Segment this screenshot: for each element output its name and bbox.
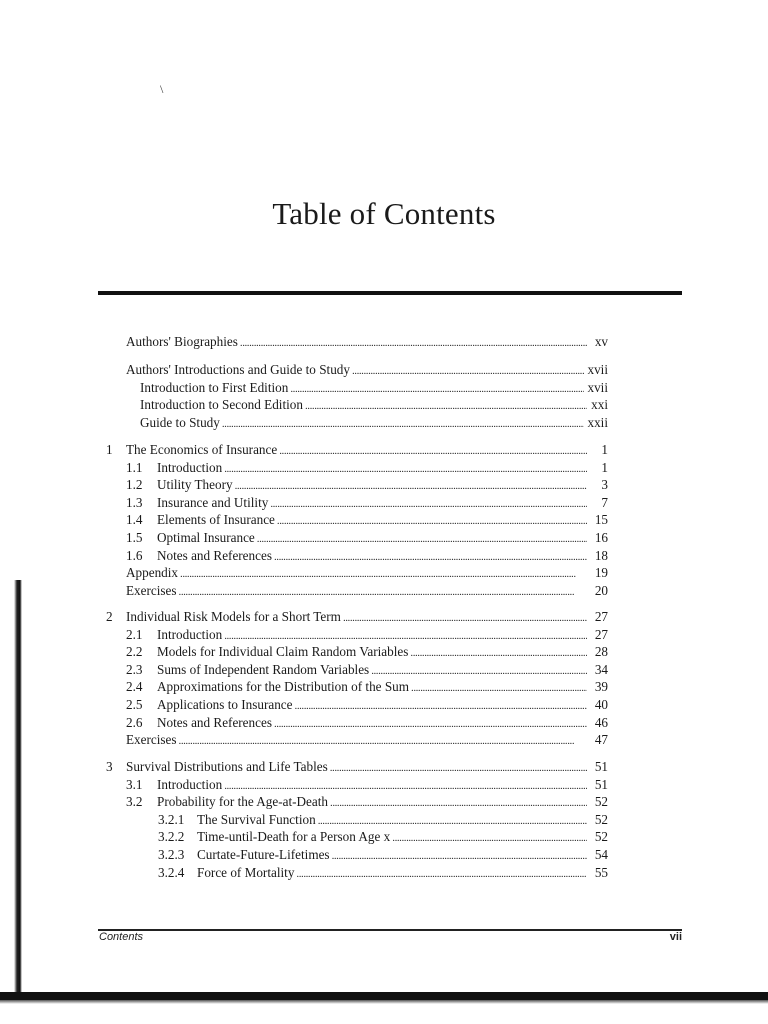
entry-title: Notes and References: [157, 547, 272, 563]
chapter-number: 1: [106, 442, 113, 457]
dot-leader: [332, 847, 587, 865]
section-entry: [126, 494, 608, 512]
entry-page-number: 28: [594, 644, 608, 660]
front-matter-entry: [126, 333, 608, 351]
entry-title: Applications to Insurance: [157, 697, 293, 712]
dot-leader: [279, 442, 587, 460]
entry-number: 2.6: [126, 714, 143, 730]
section-entry: [126, 476, 608, 494]
entry-title: Exercises: [126, 582, 177, 598]
entry-number: 1.1: [126, 459, 143, 475]
chapter-extra-entry: [126, 731, 608, 749]
dot-leader: [179, 583, 587, 601]
entry-number: 2.1: [126, 626, 143, 642]
section-entry: [126, 511, 608, 529]
subsection-entry: [158, 846, 608, 864]
dot-leader: [224, 627, 587, 645]
entry-page-number: xvii: [587, 362, 608, 377]
section-entry: [126, 547, 608, 565]
entry-title: Survival Distributions and Life Tables: [126, 759, 328, 774]
entry-title: Guide to Study: [140, 414, 220, 430]
entry-page-number: 15: [594, 512, 608, 528]
entry-number: 1.5: [126, 530, 143, 545]
front-matter-entry: [140, 396, 608, 414]
entry-number: 1.6: [126, 547, 143, 563]
entry-number: 1.4: [126, 512, 143, 528]
entry-number: 2.3: [126, 661, 143, 677]
dot-leader: [411, 679, 587, 697]
entry-number: 3.1: [126, 776, 143, 792]
entry-title: Introduction: [157, 459, 223, 475]
dot-leader: [179, 732, 587, 750]
entry-title: Optimal Insurance: [157, 530, 255, 545]
entry-number: 1.3: [126, 494, 143, 510]
entry-title: Individual Risk Models for a Short Term: [126, 609, 341, 624]
chapter-extra-entry: [126, 564, 608, 582]
entry-number: 2.5: [126, 697, 143, 712]
entry-title: Utility Theory: [157, 477, 233, 493]
dot-leader: [274, 715, 587, 733]
chapter-extra-entry: [126, 582, 608, 600]
entry-title: Force of Mortality: [197, 864, 295, 880]
entry-number: 3.2.4: [158, 864, 185, 880]
dot-leader: [318, 812, 587, 830]
entry-title: Introduction to Second Edition: [140, 397, 303, 413]
dot-leader: [330, 759, 587, 777]
dot-leader: [352, 362, 585, 380]
section-entry: [126, 776, 608, 794]
entry-page-number: 34: [594, 661, 608, 677]
entry-page-number: xxi: [591, 397, 608, 413]
subsection-entry: [158, 828, 608, 846]
section-entry: [126, 696, 608, 714]
section-entry: [126, 459, 608, 477]
entry-number: 2.4: [126, 679, 143, 695]
entry-title: Notes and References: [157, 714, 272, 730]
entry-page-number: 54: [594, 847, 608, 862]
dot-leader: [224, 460, 587, 478]
chapter-number: 3: [106, 759, 113, 774]
entry-page-number: 55: [594, 864, 608, 880]
dot-leader: [274, 548, 587, 566]
dot-leader: [410, 644, 587, 662]
entry-page-number: 52: [594, 829, 608, 845]
section-entry: [126, 529, 608, 547]
entry-title: Curtate-Future-Lifetimes: [197, 847, 330, 862]
entry-number: 1.2: [126, 477, 143, 493]
entry-title: Approximations for the Distribution of the Sum: [157, 679, 410, 695]
entry-title: Introduction: [157, 626, 223, 642]
entry-page-number: 40: [594, 697, 608, 712]
entry-page-number: xv: [594, 334, 608, 349]
subsection-entry: [158, 811, 608, 829]
dot-leader: [222, 415, 585, 433]
entry-page-number: 19: [594, 565, 608, 581]
entry-page-number: 16: [594, 530, 608, 545]
entry-page-number: 3: [601, 477, 608, 493]
dot-leader: [295, 697, 587, 715]
entry-title: Probability for the Age-at-Death: [157, 794, 329, 810]
dot-leader: [343, 609, 587, 627]
section-entry: [126, 678, 608, 696]
entry-title: The Economics of Insurance: [126, 442, 278, 457]
footer-page-number: vii: [669, 931, 682, 943]
front-matter-entry: [140, 379, 608, 397]
entry-title: Authors' Introductions and Guide to Study: [126, 362, 350, 377]
dot-leader: [235, 477, 587, 495]
dot-leader: [330, 794, 587, 812]
entry-page-number: 18: [594, 547, 608, 563]
dot-leader: [240, 334, 587, 352]
dot-leader: [296, 865, 587, 883]
section-entry: [126, 626, 608, 644]
dot-leader: [180, 565, 587, 583]
entry-title: Models for Individual Claim Random Variables: [157, 644, 409, 660]
chapter-entry: [126, 758, 608, 776]
section-entry: [126, 661, 608, 679]
dot-leader: [270, 495, 587, 513]
entry-page-number: 51: [594, 759, 608, 774]
entry-page-number: 52: [594, 794, 608, 810]
dot-leader: [277, 512, 587, 530]
entry-page-number: 1: [601, 459, 608, 475]
dot-leader: [257, 530, 587, 548]
entry-page-number: 39: [594, 679, 608, 695]
entry-title: Introduction to First Edition: [140, 379, 289, 395]
footer-rule: [98, 929, 682, 931]
entry-page-number: 27: [594, 626, 608, 642]
dot-leader: [371, 662, 587, 680]
entry-page-number: 27: [594, 609, 608, 624]
chapter-entry: [126, 441, 608, 459]
entry-page-number: 47: [594, 732, 608, 748]
entry-number: 3.2.3: [158, 847, 185, 862]
chapter-number: 2: [106, 609, 113, 624]
dot-leader: [224, 777, 587, 795]
scan-bottom-edge: [0, 992, 768, 1004]
entry-page-number: 46: [594, 714, 608, 730]
entry-title: Sums of Independent Random Variables: [157, 661, 370, 677]
entry-page-number: xxii: [587, 414, 608, 430]
entry-title: Introduction: [157, 776, 223, 792]
entry-number: 3.2.2: [158, 829, 185, 845]
entry-page-number: xvii: [587, 379, 608, 395]
entry-title: The Survival Function: [197, 811, 316, 827]
entry-number: 3.2: [126, 794, 143, 810]
footer-section-label: Contents: [99, 931, 144, 943]
entry-title: Appendix: [126, 565, 179, 581]
entry-title: Elements of Insurance: [157, 512, 275, 528]
front-matter-entry: [126, 361, 608, 379]
entry-page-number: 1: [601, 442, 608, 457]
section-entry: [126, 643, 608, 661]
section-entry: [126, 714, 608, 732]
entry-number: 2.2: [126, 644, 143, 660]
entry-page-number: 7: [601, 494, 608, 510]
dot-leader: [290, 380, 584, 398]
scan-left-edge: [14, 580, 22, 1000]
stray-mark: \: [160, 82, 164, 96]
entry-title: Insurance and Utility: [157, 494, 269, 510]
entry-number: 3.2.1: [158, 811, 185, 827]
entry-title: Exercises: [126, 732, 177, 748]
entry-title: Authors' Biographies: [126, 334, 238, 349]
dot-leader: [305, 397, 587, 415]
entry-page-number: 51: [594, 776, 608, 792]
entry-page-number: 20: [594, 582, 608, 598]
entry-page-number: 52: [594, 811, 608, 827]
subsection-entry: [158, 864, 608, 882]
entry-title: Time-until-Death for a Person Age x: [197, 829, 391, 845]
chapter-entry: [126, 608, 608, 626]
dot-leader: [392, 829, 587, 847]
section-entry: [126, 793, 608, 811]
page-title: Table of Contents: [272, 196, 496, 231]
front-matter-entry: [140, 414, 608, 432]
